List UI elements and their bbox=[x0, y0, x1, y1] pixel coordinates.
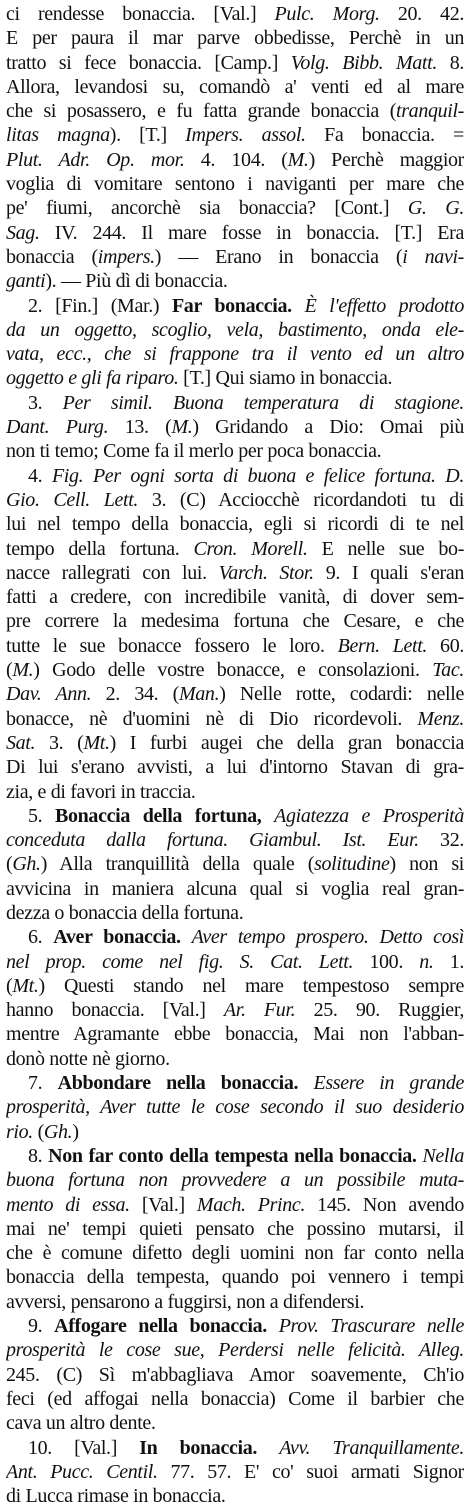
text-run: 10. [Val.] bbox=[28, 1436, 140, 1459]
italic-run: Essere in grande bbox=[313, 1072, 464, 1095]
text-run: 9. bbox=[28, 1315, 55, 1338]
text-run: ) bbox=[72, 1120, 79, 1143]
text-line bbox=[6, 99, 464, 123]
text-line bbox=[6, 998, 464, 1022]
text-line bbox=[6, 804, 464, 828]
text-line bbox=[6, 269, 464, 293]
text-run: zia, e di favori in traccia. bbox=[6, 780, 196, 803]
italic-run: tranquil- bbox=[396, 100, 464, 123]
italic-run: Prov. Trascurare nelle bbox=[278, 1315, 464, 1338]
text-line bbox=[6, 1290, 464, 1314]
italic-run: mento di essa. bbox=[6, 1193, 130, 1216]
italic-run: Nella bbox=[422, 1144, 464, 1167]
text-run: ) non si bbox=[389, 853, 464, 876]
italic-run: Gio. Cell. Lett. bbox=[6, 488, 139, 511]
text-run: 9. I quali s'eran bbox=[313, 561, 464, 584]
text-run: 4. 104. ( bbox=[184, 148, 288, 171]
italic-run: M. bbox=[171, 416, 193, 439]
italic-run: Menz. bbox=[417, 707, 464, 730]
text-run: 3. ( bbox=[35, 731, 84, 754]
italic-run: solitudine bbox=[314, 853, 390, 876]
text-run: ci rendesse bonaccia. [Val.] bbox=[6, 3, 275, 25]
italic-run: Agiatezza e Prosperità bbox=[274, 804, 464, 827]
text-line bbox=[6, 852, 464, 876]
italic-run: litas magna bbox=[6, 124, 110, 147]
italic-run: da un oggetto, scoglio, vela, bastimento, onda ele- bbox=[6, 318, 464, 341]
text-line bbox=[6, 1144, 464, 1168]
text-run: fatti a credere, con incredibile vanità, di dover sem- bbox=[6, 586, 464, 609]
italic-run: buona fortuna non provvedere a un possibile muta- bbox=[6, 1169, 464, 1192]
text-line bbox=[6, 512, 464, 536]
text-line bbox=[6, 1217, 464, 1241]
text-line bbox=[6, 245, 464, 269]
text-run: 1. bbox=[433, 950, 464, 973]
text-line bbox=[6, 123, 464, 147]
text-run: tutte le sue bonacce fossero le loro. bbox=[6, 634, 338, 657]
italic-run: Sag. bbox=[6, 221, 40, 244]
text-line bbox=[6, 707, 464, 731]
text-line bbox=[6, 196, 464, 220]
text-line bbox=[6, 75, 464, 99]
text-line bbox=[6, 1193, 464, 1217]
text-run: lui nel tempo della bonaccia, egli si ricordi di te nel bbox=[6, 513, 464, 536]
text-line bbox=[6, 1484, 464, 1508]
text-run: mentre Agramante ebbe bonaccia, Mai non l'abban- bbox=[6, 1023, 464, 1046]
entry-headword: Far bonaccia. bbox=[171, 294, 292, 317]
text-run: non ti temo; Come fa il merlo per poca bonaccia. bbox=[6, 440, 382, 463]
italic-run: Ant. Pucc. Centil. bbox=[6, 1460, 158, 1483]
text-run: 7. bbox=[28, 1072, 58, 1095]
text-run: 8. bbox=[437, 51, 464, 74]
text-run: che è comune difetto degli uomini non far conto nella bbox=[6, 1242, 464, 1265]
text-line bbox=[6, 780, 464, 804]
text-line bbox=[6, 221, 464, 245]
text-run: bonacce, nè d'uomini nè di Dio ricordevoli. bbox=[6, 707, 418, 730]
text-line bbox=[6, 1411, 464, 1435]
entry-headword: In bonaccia. bbox=[139, 1436, 258, 1459]
text-line bbox=[6, 1168, 464, 1192]
italic-run: Plut. Adr. Op. mor. bbox=[6, 148, 185, 171]
text-line bbox=[6, 731, 464, 755]
italic-run: G. G. bbox=[407, 197, 464, 220]
text-run: Fa bonaccia. = bbox=[305, 124, 464, 147]
text-run: ) Perchè maggior bbox=[308, 148, 464, 171]
text-run: dezza o bonaccia della fortuna. bbox=[6, 901, 244, 924]
text-run: mai ne' tempi quieti pensato che possino mutarsi, il bbox=[6, 1217, 464, 1240]
text-run: E nelle sue bo- bbox=[307, 537, 464, 560]
text-line bbox=[6, 439, 464, 463]
text-run: ) Godo delle vostre bonacce, e consolazioni. bbox=[33, 659, 433, 682]
text-line bbox=[6, 294, 464, 318]
text-line bbox=[6, 682, 464, 706]
text-line bbox=[6, 901, 464, 925]
italic-run: Volg. Bibb. Matt. bbox=[290, 51, 437, 74]
italic-run: M. bbox=[287, 148, 309, 171]
text-line bbox=[6, 1338, 464, 1362]
text-run: 13. ( bbox=[108, 416, 172, 439]
text-run: ( bbox=[32, 1120, 44, 1143]
italic-run: Aver tempo prospero. Detto così bbox=[191, 926, 464, 949]
italic-run: Gh. bbox=[12, 853, 41, 876]
text-run: bonaccia della tempesta, quando poi vennero i tempi bbox=[6, 1266, 464, 1289]
text-run: 2. [Fin.] (Mar.) bbox=[28, 294, 172, 317]
text-run: 77. 57. E' co' suoi armati Signor bbox=[157, 1460, 464, 1483]
text-line bbox=[6, 488, 464, 512]
text-line bbox=[6, 26, 464, 50]
italic-run: n. bbox=[419, 950, 434, 973]
text-line bbox=[6, 561, 464, 585]
italic-run: vata, ecc., che si frappone tra il vento ed un altro bbox=[6, 343, 464, 366]
italic-run: ganti bbox=[6, 270, 46, 293]
italic-run: Dant. Purg. bbox=[6, 416, 109, 439]
text-run: 6. bbox=[28, 926, 54, 949]
text-run: hanno bonaccia. [Val.] bbox=[6, 999, 224, 1022]
text-run: pe' fiumi, ancorchè sia bonaccia? [Cont.] bbox=[6, 197, 408, 220]
text-line bbox=[6, 1022, 464, 1046]
text-run: 20. 42. bbox=[379, 3, 464, 25]
italic-run: Cron. Morell. bbox=[193, 537, 308, 560]
text-run bbox=[261, 805, 274, 827]
text-line bbox=[6, 1460, 464, 1484]
italic-run: Impers. assol. bbox=[185, 124, 306, 147]
text-run: 5. bbox=[28, 804, 56, 827]
italic-run: Mt. bbox=[83, 731, 110, 754]
text-run: ) Alla tranquillità della quale ( bbox=[40, 853, 315, 876]
text-run: 245. (C) Sì m'abbagliava Amor soavemente, Ch'io bbox=[6, 1363, 464, 1386]
italic-run: Mach. Princ. bbox=[196, 1193, 306, 1216]
text-run: ). [T.] bbox=[109, 124, 186, 147]
text-line bbox=[6, 537, 464, 561]
text-line bbox=[6, 342, 464, 366]
text-run: ) Questi stando nel mare tempestoso sempre bbox=[38, 974, 464, 997]
entry-headword: Abbondare nella bonaccia. bbox=[57, 1072, 299, 1095]
text-line bbox=[6, 609, 464, 633]
text-run: ) I furbi augei che della gran bonaccia bbox=[109, 731, 464, 754]
text-run bbox=[298, 1072, 313, 1094]
text-run: cava un altro dente. bbox=[6, 1412, 156, 1435]
italic-run: Gh. bbox=[43, 1120, 73, 1143]
italic-run: Pulc. Morg. bbox=[274, 3, 380, 25]
text-run: ( bbox=[6, 974, 13, 997]
text-run bbox=[181, 926, 192, 948]
text-run: E per paura il mar parve obbedisse, Perchè in un bbox=[6, 27, 464, 50]
text-line bbox=[6, 1436, 464, 1460]
text-run: avvicina in maniera alcuna qual si voglia real gran- bbox=[6, 877, 464, 900]
text-line bbox=[6, 148, 464, 172]
text-run: 3. (C) Acciocchè ricordandoti tu di bbox=[138, 488, 464, 511]
italic-run: Avv. Tranquillamente. bbox=[279, 1436, 464, 1459]
text-line bbox=[6, 366, 464, 390]
italic-run: Mt. bbox=[12, 974, 39, 997]
text-line bbox=[6, 2, 464, 26]
text-run: 32. bbox=[418, 829, 464, 852]
text-line bbox=[6, 391, 464, 415]
text-line bbox=[6, 1363, 464, 1387]
text-line bbox=[6, 1387, 464, 1411]
text-line bbox=[6, 755, 464, 779]
text-run: ). — Più dì di bonaccia. bbox=[45, 270, 228, 293]
italic-run: Fig. Per ogni sorta di buona e felice fortuna. D. bbox=[51, 464, 464, 487]
text-run: ) Gridando a Dio: Omai più bbox=[192, 416, 464, 439]
italic-run: Bern. Lett. bbox=[337, 634, 428, 657]
text-run: donò notte nè giorno. bbox=[6, 1047, 170, 1070]
text-run: tratto si fece bonaccia. [Camp.] bbox=[6, 51, 291, 74]
text-line bbox=[6, 1071, 464, 1095]
text-run: [Val.] bbox=[129, 1193, 197, 1216]
text-run: di Lucca rimase in bonaccia. bbox=[6, 1485, 226, 1508]
text-run: 145. Non avendo bbox=[305, 1193, 464, 1216]
text-run: che si posassero, e fu fatta grande bonaccia ( bbox=[6, 100, 397, 123]
text-run: 100. bbox=[353, 950, 420, 973]
text-line bbox=[6, 172, 464, 196]
text-line bbox=[6, 877, 464, 901]
text-line bbox=[6, 974, 464, 998]
text-run: tempo della fortuna. bbox=[6, 537, 194, 560]
text-run: feci (ed affogai nella bonaccia) Come il barbier che bbox=[6, 1387, 464, 1410]
text-line bbox=[6, 658, 464, 682]
text-run bbox=[292, 295, 305, 317]
italic-run: nel prop. come nel fig. S. Cat. Lett. bbox=[6, 950, 354, 973]
italic-run: Sat. bbox=[6, 731, 36, 754]
text-run: 25. 90. Ruggier, bbox=[295, 999, 464, 1022]
text-run: ) Nelle rotte, codardi: nelle bbox=[219, 683, 464, 706]
italic-run: Man. bbox=[178, 683, 220, 706]
italic-run: rio. bbox=[6, 1120, 33, 1143]
text-line bbox=[6, 464, 464, 488]
text-run: 3. bbox=[28, 391, 63, 414]
text-run: pre correre la medesima fortuna che Cesare, e che bbox=[6, 610, 464, 633]
text-line bbox=[6, 1047, 464, 1071]
italic-run: M. bbox=[12, 659, 34, 682]
text-run: Allora, levandosi su, comandò a' venti ed al mare bbox=[6, 75, 464, 98]
entry-headword: Non far conto della tempesta nella bonaccia. bbox=[48, 1144, 417, 1167]
italic-run: Ar. Fur. bbox=[223, 999, 296, 1022]
text-line bbox=[6, 415, 464, 439]
text-line bbox=[6, 950, 464, 974]
entry-headword: Aver bonaccia. bbox=[53, 926, 181, 949]
text-run: bonaccia ( bbox=[6, 245, 98, 268]
italic-run: conceduta dalla fortuna. Giambul. Ist. Eur. bbox=[6, 829, 419, 852]
text-run: ( bbox=[6, 853, 13, 876]
italic-run: Per simil. Buona temperatura di stagione. bbox=[62, 391, 464, 414]
text-run: 4. bbox=[28, 464, 52, 487]
text-line bbox=[6, 585, 464, 609]
italic-run: oggetto e gli fa riparo. bbox=[6, 367, 179, 390]
text-run: [T.] Qui siamo in bonaccia. bbox=[178, 367, 393, 390]
text-line bbox=[6, 318, 464, 342]
italic-run: Tac. bbox=[432, 659, 464, 682]
italic-run: prosperità, Aver tutte le cose secondo il suo desiderio bbox=[6, 1096, 464, 1119]
text-run: avversi, pensarono a fuggirsi, non a difendersi. bbox=[6, 1290, 365, 1313]
text-run: 2. 34. ( bbox=[91, 683, 179, 706]
text-line bbox=[6, 1095, 464, 1119]
text-run: 8. bbox=[28, 1144, 49, 1167]
text-line bbox=[6, 1120, 464, 1144]
text-run: IV. 244. Il mare fosse in bonaccia. [T.] Era bbox=[39, 221, 464, 244]
text-line bbox=[6, 1314, 464, 1338]
text-line bbox=[6, 51, 464, 75]
text-run: Di lui s'erano avvisti, a lui d'intorno Stavan di gra- bbox=[6, 756, 464, 779]
entry-headword: Affogare nella bonaccia. bbox=[54, 1315, 267, 1338]
text-line bbox=[6, 634, 464, 658]
italic-run: prosperità le cose sue, Perdersi nelle felicità. Alleg. bbox=[6, 1339, 464, 1362]
italic-run: Dav. Ann. bbox=[6, 683, 92, 706]
italic-run: i navi- bbox=[402, 245, 464, 268]
text-run bbox=[267, 1315, 279, 1337]
text-run: ( bbox=[6, 659, 13, 682]
text-run bbox=[257, 1437, 279, 1459]
text-run: ) — Erano in bonaccia ( bbox=[154, 245, 403, 268]
text-line bbox=[6, 1241, 464, 1265]
entry-headword: Bonaccia della fortuna, bbox=[55, 804, 262, 827]
text-run: 60. bbox=[427, 634, 464, 657]
text-run: nacce rallegrati con lui. bbox=[6, 561, 219, 584]
text-line bbox=[6, 925, 464, 949]
italic-run: È l'effetto prodotto bbox=[304, 294, 464, 317]
text-run: voglia di vomitare sentono i naviganti per mare che bbox=[6, 173, 464, 196]
text-line bbox=[6, 828, 464, 852]
text-line bbox=[6, 1265, 464, 1289]
italic-run: impers. bbox=[97, 245, 155, 268]
italic-run: Varch. Stor. bbox=[218, 561, 314, 584]
